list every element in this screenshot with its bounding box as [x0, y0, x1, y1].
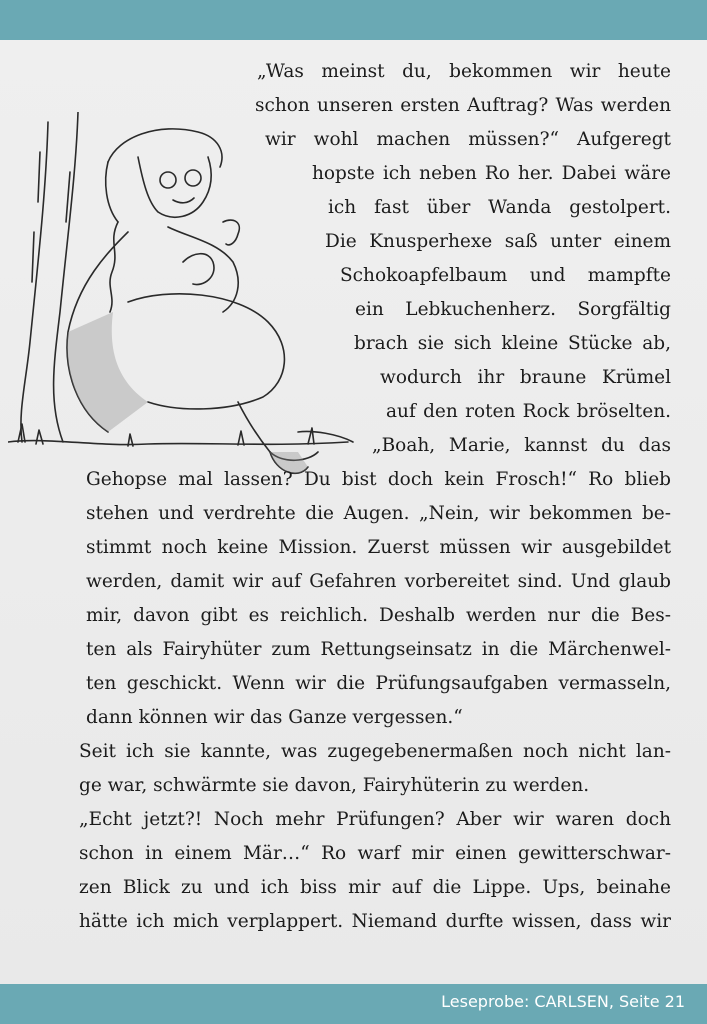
text-line: „Boah, Marie, kannst du das — [372, 435, 671, 456]
text-line: ein Lebkuchenherz. Sorgfältig — [355, 299, 671, 320]
witch-illustration-icon — [8, 112, 358, 492]
text-line: wodurch ihr braune Krümel — [380, 367, 671, 388]
text-line: Die Knusperhexe saß unter einem — [325, 231, 671, 252]
text-line: wir wohl machen müssen?“ Aufgeregt — [265, 129, 671, 150]
top-banner — [0, 0, 707, 40]
text-line: schon in einem Mär…“ Ro warf mir einen gewitterschwar- — [79, 843, 671, 864]
text-line: hopste ich neben Ro her. Dabei wäre — [312, 163, 671, 184]
source-caption: Leseprobe: CARLSEN, Seite 21 — [441, 992, 685, 1011]
text-line: Gehopse mal lassen? Du bist doch kein Frosch!“ Ro blieb — [86, 469, 671, 490]
text-line: ten geschickt. Wenn wir die Prüfungsaufgaben vermasseln, — [86, 673, 671, 694]
text-line: ge war, schwärmte sie davon, Fairyhüterin zu werden. — [79, 775, 590, 796]
text-line: schon unseren ersten Auftrag? Was werden — [255, 95, 671, 116]
text-line: „Echt jetzt?! Noch mehr Prüfungen? Aber wir waren doch — [79, 809, 671, 830]
text-line: Seit ich sie kannte, was zugegebenermaßen noch nicht lan- — [79, 741, 671, 762]
text-line: stimmt noch keine Mission. Zuerst müssen wir ausgebildet — [86, 537, 671, 558]
text-line: ten als Fairyhüter zum Rettungseinsatz in die Märchenwel- — [86, 639, 671, 660]
text-line: zen Blick zu und ich biss mir auf die Lippe. Ups, beinahe — [79, 877, 671, 898]
text-line: Schokoapfelbaum und mampfte — [340, 265, 671, 286]
text-line: stehen und verdrehte die Augen. „Nein, wir bekommen be- — [86, 503, 671, 524]
text-line: werden, damit wir auf Gefahren vorbereitet sind. Und glaub — [86, 571, 671, 592]
text-line: dann können wir das Ganze vergessen.“ — [86, 707, 463, 728]
text-line: ich fast über Wanda gestolpert. — [328, 197, 671, 218]
text-line: auf den roten Rock bröselten. — [386, 401, 671, 422]
text-line: mir, davon gibt es reichlich. Deshalb werden nur die Bes- — [86, 605, 671, 626]
text-line: „Was meinst du, bekommen wir heute — [257, 61, 671, 82]
bottom-banner — [0, 984, 707, 1024]
text-line: brach sie sich kleine Stücke ab, — [354, 333, 671, 354]
text-line: hätte ich mich verplappert. Niemand durfte wissen, dass wir — [79, 911, 671, 932]
book-page — [0, 40, 707, 984]
